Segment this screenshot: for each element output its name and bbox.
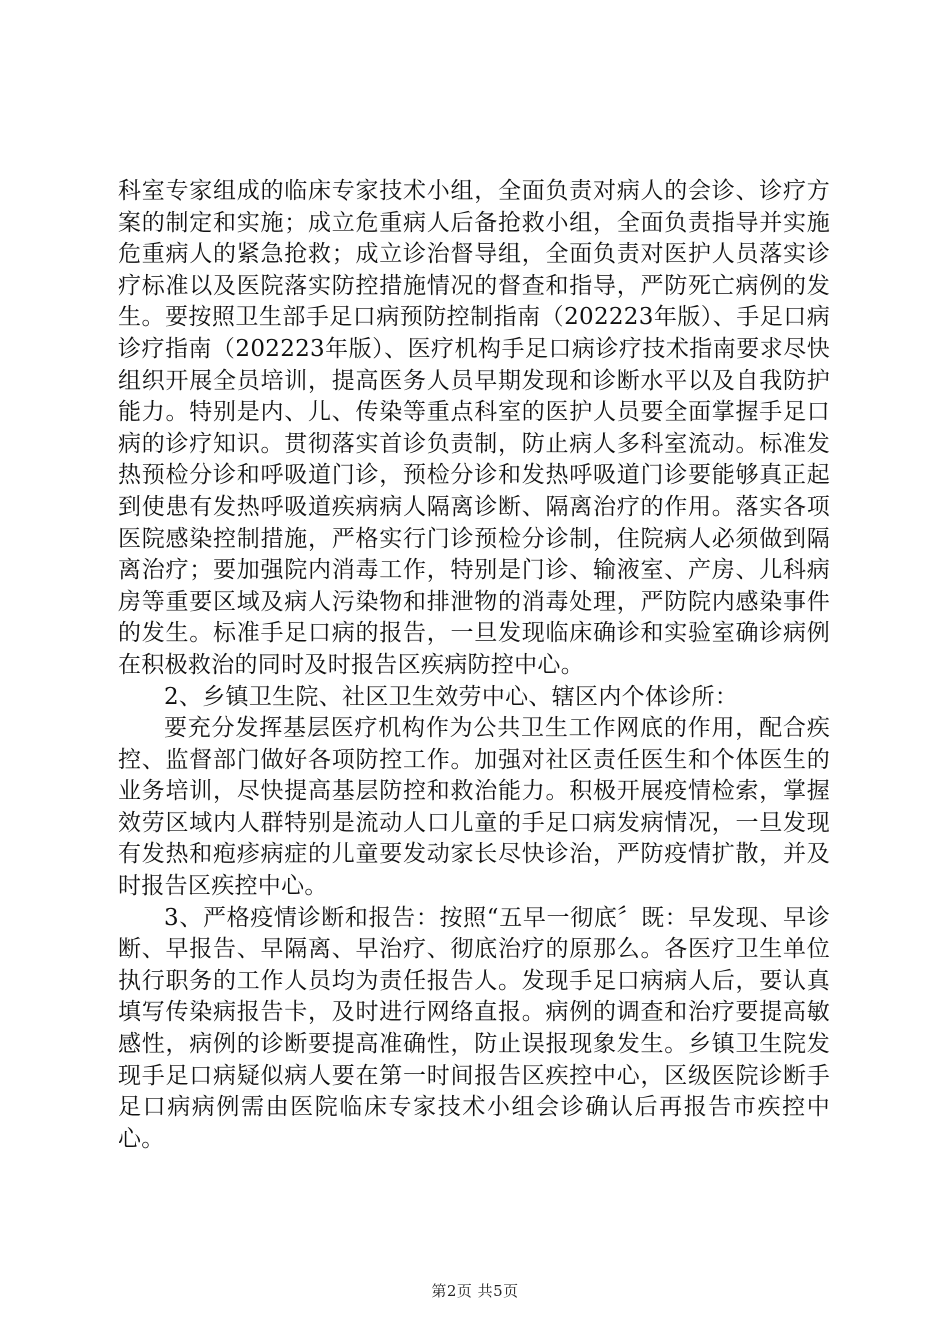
paragraph-heading-township-clinics: 2、乡镇卫生院、社区卫生效劳中心、辖区内个体诊所：	[164, 683, 739, 710]
document-body	[118, 176, 830, 1155]
paragraph-primary-care-role: 要充分发挥基层医疗机构作为公共卫生工作网底的作用，配合疾控、监督部门做好各项防控工作。加强对社区责任医生和个体医生的业务培训，尽快提高基层防控和救治能力。积极开展疫情检索，掌握效劳区域内人群特别是流动人口儿童的手足口病发病情况，一旦发现有发热和疱疹病症的儿童要发动家长尽快诊治，严防疫情扩散，并及时报告区疾控中心。	[118, 715, 830, 900]
paragraph-hospital-measures: 科室专家组成的临床专家技术小组，全面负责对病人的会诊、诊疗方案的制定和实施；成立危重病人后备抢救小组，全面负责指导并实施危重病人的紧急抢救；成立诊治督导组，全面负责对医护人员落实诊疗标准以及医院落实防控措施情况的督查和指导，严防死亡病例的发生。要按照卫生部手足口病预防控制指南（202223年版）、手足口病诊疗指南（202223年版）、医疗机构手足口病诊疗技术指南要求尽快组织开展全员培训，提高医务人员早期发现和诊断水平以及自我防护能力。特别是内、儿、传染等重点科室的医护人员要全面掌握手足口病的诊疗知识。贯彻落实首诊负责制，防止病人多科室流动。标准发热预检分诊和呼吸道门诊，预检分诊和发热呼吸道门诊要能够真正起到使患有发热呼吸道疾病病人隔离诊断、隔离治疗的作用。落实各项医院感染控制措施，严格实行门诊预检分诊制，住院病人必须做到隔离治疗；要加强院内消毒工作，特别是门诊、输液室、产房、儿科病房等重要区域及病人污染物和排泄物的消毒处理，严防院内感染事件的发生。标准手足口病的报告，一旦发现临床确诊和实验室确诊病例在积极救治的同时及时报告区疾病防控中心。	[118, 178, 830, 678]
paragraph-epidemic-reporting: 3、严格疫情诊断和报告：按照“五早一彻底〞既：早发现、早诊断、早报告、早隔离、早治疗、彻底治疗的原那么。各医疗卫生单位执行职务的工作人员均为责任报告人。发现手足口病病人后，要认真填写传染病报告卡，及时进行网络直报。病例的调查和治疗要提高敏感性，病例的诊断要提高准确性，防止误报现象发生。乡镇卫生院发现手足口病疑似病人要在第一时间报告区疾控中心，区级医院诊断手足口病病例需由医院临床专家技术小组会诊确认后再报告市疾控中心。	[118, 904, 830, 1152]
page-footer: 第2页 共5页	[431, 1282, 519, 1300]
